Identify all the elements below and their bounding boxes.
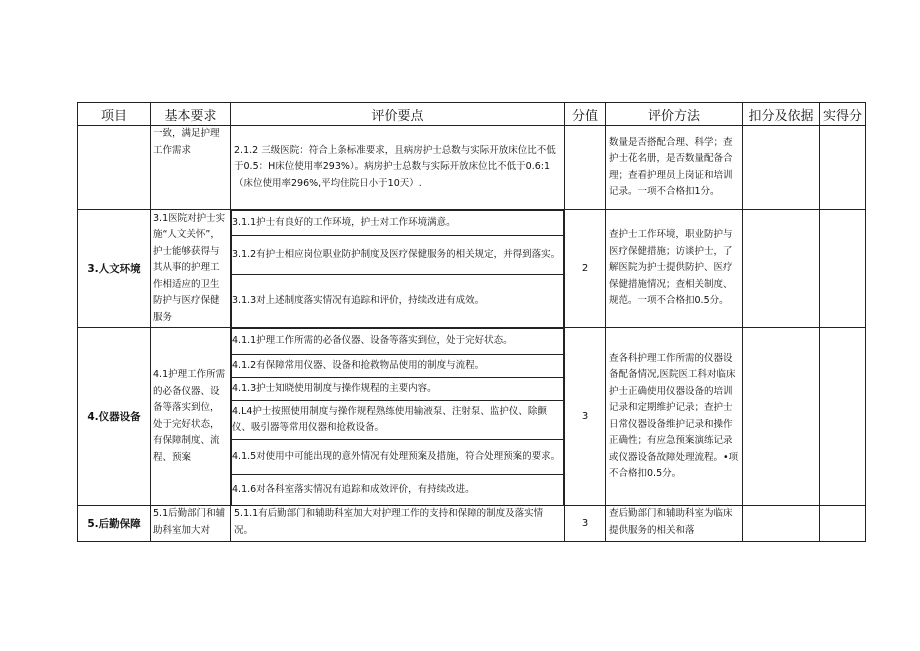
header-deduction: 扣分及依据 [743,103,820,126]
row-deduction [743,210,820,328]
header-requirement: 基本要求 [151,103,231,126]
header-item: 项目 [78,103,151,126]
row-points [231,210,565,328]
header-actual: 实得分 [820,103,866,126]
points-list [231,328,564,505]
header-row [78,103,866,126]
point-item: 4.L4护士按照使用制度与操作规程熟练使用输液泵、注射泵、监护仪、除颤仪、吸引器等常用仪器和抢救设备。 [232,401,564,440]
header-score: 分值 [565,103,606,126]
row-requirement: 5.1后勤部门和辅助科室加大对 [151,506,231,542]
point-item: 3.1.3对上述制度落实情况有追踪和评价，持续改进有成效。 [232,275,564,328]
row-item [78,126,151,210]
row-actual [820,126,866,210]
table-row [78,328,866,506]
row-score [565,126,606,210]
row-actual [820,328,866,506]
row-item: 5.后勤保障 [78,506,151,542]
row-deduction [743,328,820,506]
row-actual [820,506,866,542]
row-points [231,328,565,506]
point-item: 4.1.2有保障常用仪器、设备和抢救物品使用的制度与流程。 [232,355,564,378]
evaluation-table [77,102,866,542]
table-row [78,126,866,210]
row-method: 查护士工作环境，职业防护与医疗保健措施；访谈护士，了解医院为护士提供防护、医疗保健措施情况；查相关制度、规范。一项不合格扣0.5分。 [606,210,743,328]
table-row [78,506,866,542]
row-points: 5.1.1有后勤部门和辅助科室加大对护理工作的支持和保障的制度及落实情况。 [231,506,565,542]
row-item: 4.仪器设备 [78,328,151,506]
row-deduction [743,506,820,542]
row-requirement: 4.1护理工作所需的必备仪器、设备等落实到位，处于完好状态，有保障制度、流程、预案 [151,328,231,506]
row-points: 2.1.2 三级医院：符合上条标准要求，且病房护士总数与实际开放床位比不低于0.5：H床位使用率293%）。病房护士总数与实际开放床位比不低于0.6:1（床位使用率296%,平均住院日小于10天）. [231,126,565,210]
row-score: 3 [565,328,606,506]
row-score: 3 [565,506,606,542]
row-requirement: 一致，满足护理工作需求 [151,126,231,210]
point-item: 3.1.2有护士相应岗位职业防护制度及医疗保健服务的相关规定，并得到落实。 [232,236,564,275]
point-item: 4.1.6对各科室落实情况有追踪和成效评价，有持续改进。 [232,475,564,506]
row-actual [820,210,866,328]
row-score: 2 [565,210,606,328]
header-points: 评价要点 [231,103,565,126]
point-item: 4.1.5对使用中可能出现的意外情况有处理预案及措施，符合处理预案的要求。 [232,440,564,475]
row-method: 数量是否搭配合理、科学；查护士花名册，是否数量配备合理；查看护理员上岗证和培训记录。一项不合格扣1分。 [606,126,743,210]
row-method: 查各科护理工作所需的仪器设备配备情况,医院医工科对临床护士正确使用仪器设备的培训记录和定期维护记录；查护士日常仪器设备维护记录和操作正确性；有应急预案演练记录或仪器设备故障处理流程。•项不合格扣0.5分。 [606,328,743,506]
header-method: 评价方法 [606,103,743,126]
row-requirement: 3.1医院对护士实施“人文关怀”，护士能够获得与其从事的护理工作相适应的卫生防护与医疗保健服务 [151,210,231,328]
points-list [231,210,564,327]
point-item: 4.1.1护理工作所需的必备仪器、设备等落实到位，处于完好状态。 [232,329,564,355]
point-item: 3.1.1护士有良好的工作环境，护士对工作环境满意。 [232,211,564,236]
table-row [78,210,866,328]
row-method: 查后勤部门和辅助科室为临床提供服务的相关和落 [606,506,743,542]
row-item: 3.人文环境 [78,210,151,328]
point-item: 4.1.3护士知晓使用制度与操作规程的主要内容。 [232,378,564,401]
row-deduction [743,126,820,210]
